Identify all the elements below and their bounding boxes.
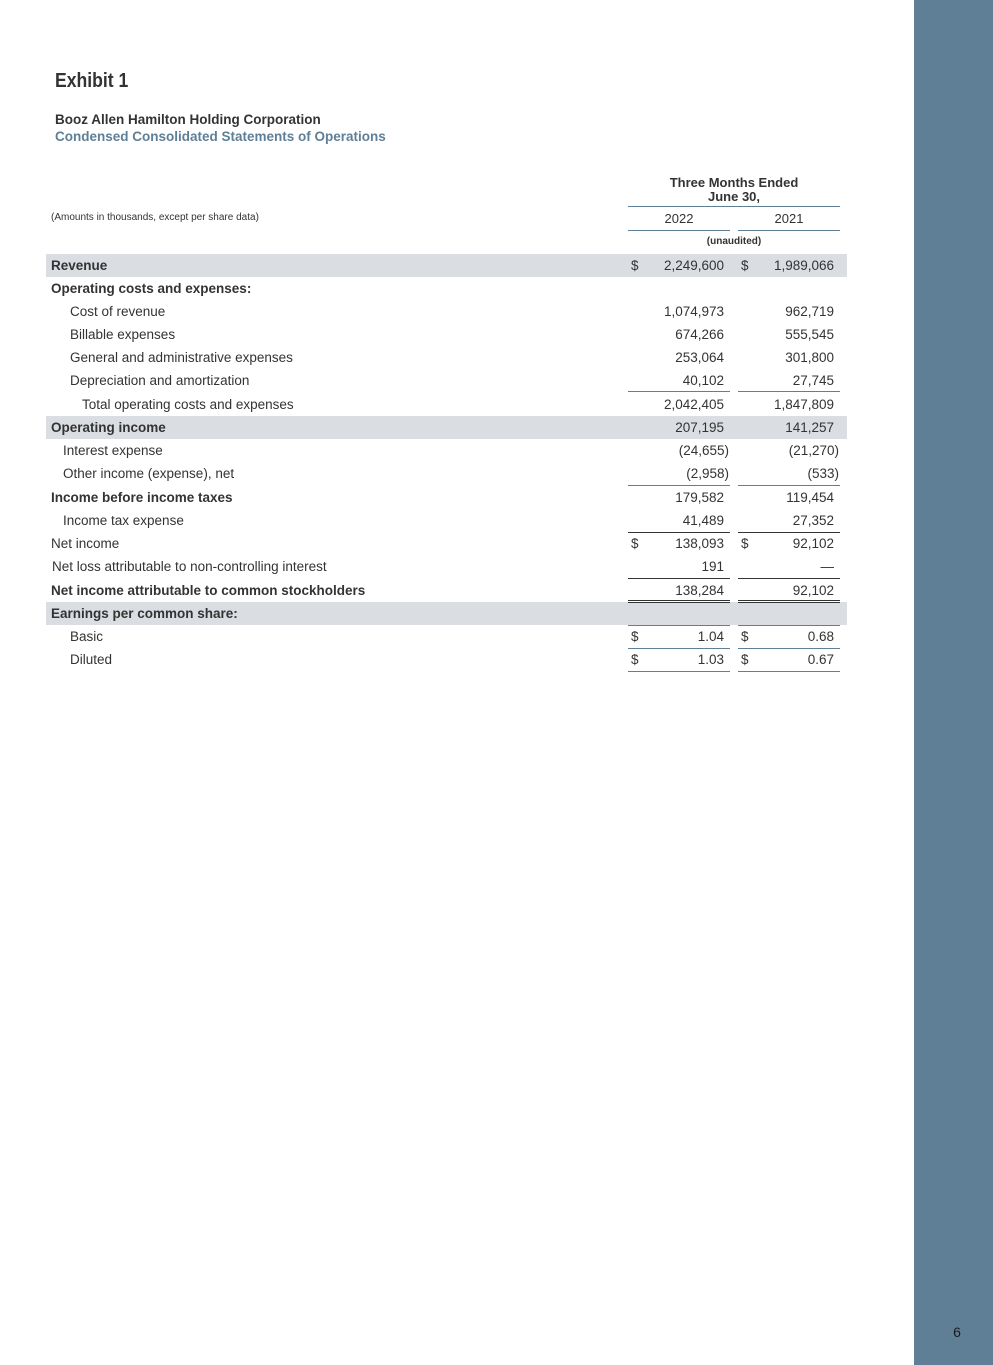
statement-title: Condensed Consolidated Statements of Operations: [55, 129, 386, 144]
year-2021-underline: [738, 230, 840, 231]
value-2021: (21,270): [788, 443, 839, 458]
row-eps-heading: [46, 602, 847, 625]
value-2021: 1,989,066: [773, 258, 834, 273]
exhibit-title: Exhibit 1: [55, 70, 129, 92]
value-2022: 40,102: [682, 373, 724, 388]
value-2021: 141,257: [785, 420, 834, 435]
row-label: Net income: [51, 536, 120, 551]
row-label: Basic: [70, 629, 104, 644]
year-2022-header: 2022: [664, 211, 694, 226]
value-2022: 1.04: [697, 629, 724, 644]
row-total-opex: [46, 393, 847, 416]
page-number: 6: [953, 1324, 961, 1340]
value-2022: 207,195: [675, 420, 724, 435]
value-2021: 301,800: [785, 350, 834, 365]
row-income-before-taxes: [46, 486, 847, 509]
row-billable-expenses: [46, 323, 847, 346]
row-operating-income: [46, 416, 847, 439]
value-2021: 27,745: [792, 373, 834, 388]
row-opex-heading: [46, 277, 847, 300]
row-general-admin: [46, 346, 847, 369]
value-2022: (2,958): [686, 466, 729, 481]
currency-symbol: $: [631, 536, 639, 551]
unaudited-note: (unaudited): [706, 236, 762, 247]
value-2022: (24,655): [678, 443, 729, 458]
value-2021: 0.67: [807, 652, 834, 667]
row-label: Income tax expense: [63, 513, 184, 528]
row-label: Depreciation and amortization: [70, 373, 250, 388]
row-income-tax: [46, 509, 847, 532]
units-note: (Amounts in thousands, except per share data): [51, 212, 259, 223]
row-label: Earnings per common share:: [51, 606, 238, 621]
value-2022: 138,093: [675, 536, 724, 551]
currency-symbol: $: [631, 652, 639, 667]
currency-symbol: $: [631, 629, 639, 644]
currency-symbol: $: [741, 536, 749, 551]
row-revenue: [46, 254, 847, 277]
row-label: Diluted: [70, 652, 113, 667]
value-2021: 0.68: [807, 629, 834, 644]
value-2022: 2,042,405: [663, 397, 724, 412]
row-net-income: [46, 532, 847, 555]
period-header: [628, 176, 840, 204]
subtotal-rule-2021: [738, 391, 840, 392]
value-2021: 555,545: [785, 327, 834, 342]
year-2021-header: 2021: [774, 211, 804, 226]
row-label: Billable expenses: [70, 327, 176, 342]
value-2022: 179,582: [675, 490, 724, 505]
value-2022: 253,064: [675, 350, 724, 365]
row-eps-diluted: [46, 648, 847, 671]
value-2022: 138,284: [675, 583, 724, 598]
row-interest-expense: [46, 439, 847, 462]
value-2022: 191: [701, 559, 724, 574]
period-underline: [628, 206, 840, 207]
currency-symbol: $: [631, 258, 639, 273]
total-double-rule-2021: [738, 600, 840, 603]
value-2021: —: [820, 559, 834, 574]
row-label: Cost of revenue: [70, 304, 166, 319]
period-header-line1: Three Months Ended: [669, 175, 799, 190]
row-label: Income before income taxes: [51, 490, 233, 505]
currency-symbol: $: [741, 258, 749, 273]
row-non-controlling-interest: [46, 555, 847, 578]
subtotal-rule-2022: [628, 391, 730, 392]
right-sidebar-band: [914, 0, 993, 1365]
row-label: Operating costs and expenses:: [51, 281, 252, 296]
currency-symbol: $: [741, 652, 749, 667]
eps-rule-2022: [628, 671, 730, 672]
value-2021: 92,102: [792, 583, 834, 598]
total-double-rule-2022: [628, 600, 730, 603]
row-label: Other income (expense), net: [63, 466, 235, 481]
eps-rule-2021: [738, 671, 840, 672]
currency-symbol: $: [741, 629, 749, 644]
period-header-line2: June 30,: [707, 189, 761, 204]
value-2022: 1,074,973: [663, 304, 724, 319]
value-2022: 674,266: [675, 327, 724, 342]
row-label: Operating income: [51, 420, 166, 435]
value-2021: 962,719: [785, 304, 834, 319]
row-net-income-common: [46, 579, 847, 602]
row-cost-of-revenue: [46, 300, 847, 323]
company-name: Booz Allen Hamilton Holding Corporation: [55, 112, 321, 127]
row-label: Total operating costs and expenses: [82, 397, 294, 412]
row-other-income: [46, 462, 847, 485]
year-2022-underline: [628, 230, 730, 231]
row-label: Interest expense: [63, 443, 163, 458]
value-2022: 1.03: [697, 652, 724, 667]
row-eps-basic: [46, 625, 847, 648]
value-2021: 92,102: [792, 536, 834, 551]
value-2021: 27,352: [792, 513, 834, 528]
row-label: Revenue: [51, 258, 108, 273]
value-2022: 41,489: [682, 513, 724, 528]
value-2022: 2,249,600: [663, 258, 724, 273]
row-label: Net loss attributable to non-controlling interest: [52, 559, 327, 574]
row-label: Net income attributable to common stockholders: [51, 583, 366, 598]
value-2021: 1,847,809: [773, 397, 834, 412]
row-label: General and administrative expenses: [70, 350, 293, 365]
row-depreciation: [46, 369, 847, 392]
value-2021: (533): [807, 466, 839, 481]
value-2021: 119,454: [786, 490, 834, 505]
